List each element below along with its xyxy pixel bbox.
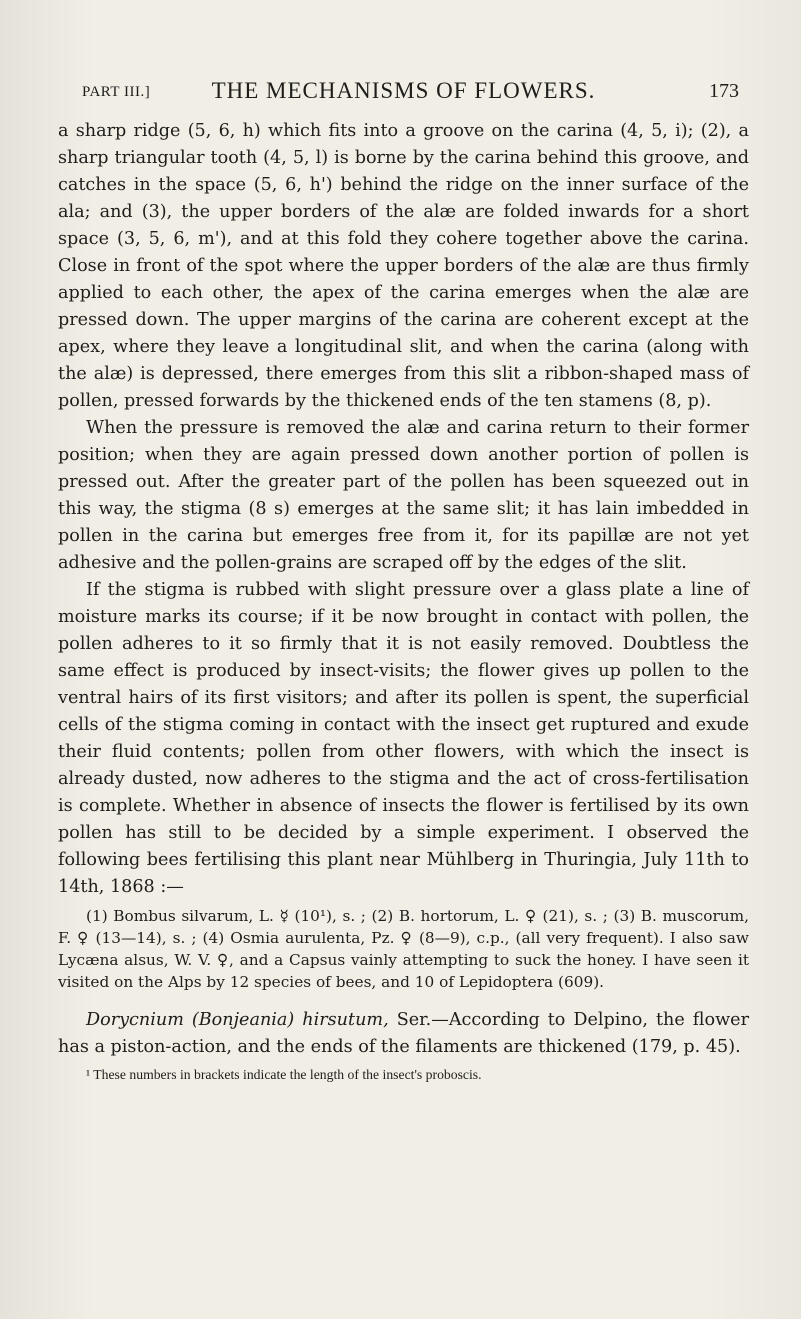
footnote: ¹ These numbers in brackets indicate the length of the insect's proboscis. (86, 1067, 482, 1082)
paragraph-2: When the pressure is removed the alæ and carina return to their former position; when they are again pressed down another portion of pollen is pressed out. After the greater part of the pollen has been squeezed out in this way, the stigma (8 s) emerges at the same slit; it has lain imbedded in pollen in the carina but emerges free from it, for its papillæ are not yet adhesive and the pollen-grains are scraped off by the edges of the slit. (58, 418, 749, 573)
dorycnium-name: Dorycnium (Bonjeania) hirsutum, (86, 1010, 389, 1030)
bee-list-text: (1) Bombus silvarum, L. ☿ (10¹), s. ; (2) B. hortorum, L. ♀ (21), s. ; (3) B. muscorum, F. ♀ (13—14), s. ; (4) Osmia aurulenta, Pz. ♀ (8—9), c.p., (all very frequent). I also saw Lycæna alsus, W. V. ♀, and a Capsus vainly attempting to suck the honey. I have seen it visited on the Alps by 12 species of bees, and 10 of Lepidoptera (609). (58, 907, 749, 991)
page-title: THE MECHANISMS OF FLOWERS. (211, 78, 596, 103)
dorycnium-paragraph (58, 1007, 749, 1061)
part-label: PART III.] (82, 84, 151, 100)
dorycnium-text: Ser.—According to Delpino, the flower has a piston-action, and the ends of the filaments are thickened (179, p. 45). (58, 1010, 749, 1057)
body-text (58, 118, 749, 901)
running-head (58, 78, 749, 108)
dorycnium-section (58, 1007, 749, 1061)
page-number: 173 (709, 80, 739, 102)
paragraph-3: If the stigma is rubbed with slight pressure over a glass plate a line of moisture marks its course; if it be now brought in contact with pollen, the pollen adheres to it so firmly that it is not easily removed. Doubtless the same effect is produced by insect-visits; the flower gives up pollen to the ventral hairs of its first visitors; and after its pollen is spent, the superficial cells of the stigma coming in contact with the insect get ruptured and exude their fluid contents; pollen from other flowers, with which the insect is already dusted, now adheres to the stigma and the act of cross-fertilisation is complete. Whether in absence of insects the flower is fertilised by its own pollen has still to be decided by a simple experiment. I observed the following bees fertilising this plant near Mühlberg in Thuringia, July 11th to 14th, 1868 :— (58, 580, 749, 897)
bee-list (58, 905, 749, 993)
paragraph-1: a sharp ridge (5, 6, h) which fits into a groove on the carina (4, 5, i); (2), a sharp triangular tooth (4, 5, l) is borne by the carina behind this groove, and catches in the space (5, 6, h') behind the ridge on the inner surface of the ala; and (3), the upper borders of the alæ are folded inwards for a short space (3, 5, 6, m'), and at this fold they cohere together above the carina. Close in front of the spot where the upper borders of the alæ are thus firmly applied to each other, the apex of the carina emerges when the alæ are pressed down. The upper margins of the carina are coherent except at the apex, where they leave a longitudinal slit, and when the carina (along with the alæ) is depressed, there emerges from this slit a ribbon-shaped mass of pollen, pressed forwards by the thickened ends of the ten stamens (8, p). (58, 121, 749, 411)
